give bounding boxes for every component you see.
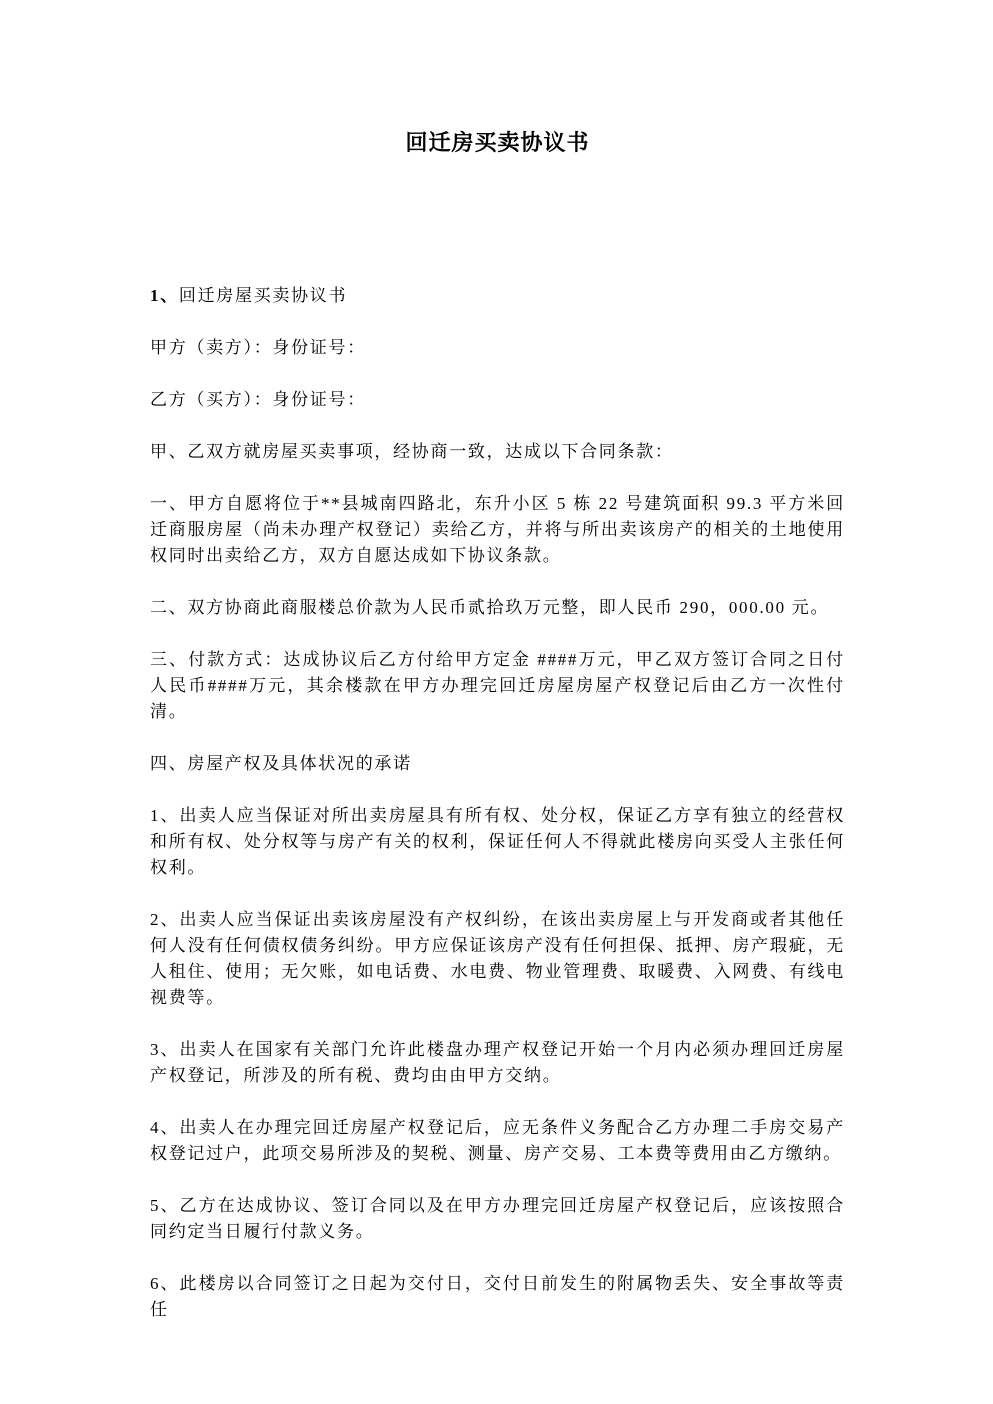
list-number: 1、	[150, 286, 179, 305]
list-heading-text: 回迁房屋买卖协议书	[178, 286, 348, 305]
clause-4-ownership-heading: 四、房屋产权及具体状况的承诺	[150, 754, 412, 773]
commitment-item-4: 4、出卖人在办理完回迁房屋产权登记后，应无条件义务配合乙方办理二手房交易产权登记过户，此项交易所涉及的契税、测量、房产交易、工本费等费用由乙方缴纳。	[150, 1118, 845, 1163]
commitment-item-6: 6、此楼房以合同签订之日起为交付日，交付日前发生的附属物丢失、安全事故等责任	[150, 1274, 845, 1319]
commitment-item-3: 3、出卖人在国家有关部门允许此楼盘办理产权登记开始一个月内必须办理回迁房屋产权登记，所涉及的所有税、费均由由甲方交纳。	[150, 1040, 845, 1085]
commitment-item-5: 5、乙方在达成协议、签订合同以及在甲方办理完回迁房屋产权登记后，应该按照合同约定当日履行付款义务。	[150, 1196, 845, 1241]
clause-1-property-description: 一、甲方自愿将位于**县城南四路北，东升小区 5 栋 22 号建筑面积 99.3 平方米回迁商服房屋（尚未办理产权登记）卖给乙方，并将与所出卖该房产的相关的土地使用权同时出卖给乙方，双方自愿达成如下协议条款。	[150, 494, 845, 565]
list-item-heading	[150, 283, 845, 309]
preamble-line: 甲、乙双方就房屋买卖事项，经协商一致，达成以下合同条款：	[150, 442, 674, 461]
commitment-item-1: 1、出卖人应当保证对所出卖房屋具有所有权、处分权，保证乙方享有独立的经营权和所有权、处分权等与房产有关的权利，保证任何人不得就此楼房向买受人主张任何权利。	[150, 806, 845, 877]
clause-3-payment-method: 三、付款方式：达成协议后乙方付给甲方定金 ####万元，甲乙双方签订合同之日付人民币####万元，其余楼款在甲方办理完回迁房屋房屋产权登记后由乙方一次性付清。	[150, 650, 845, 721]
party-a-line: 甲方（卖方）：身份证号：	[150, 338, 366, 357]
commitment-item-2: 2、出卖人应当保证出卖该房屋没有产权纠纷，在该出卖房屋上与开发商或者其他任何人没有任何债权债务纠纷。甲方应保证该房产没有任何担保、抵押、房产瑕疵，无人租住、使用；无欠账，如电话费、水电费、物业管理费、取暖费、入网费、有线电视费等。	[150, 910, 845, 1007]
party-b-line: 乙方（买方）：身份证号：	[150, 390, 366, 409]
document-title: 回迁房买卖协议书	[405, 130, 590, 155]
clause-2-price: 二、双方协商此商服楼总价款为人民币贰拾玖万元整，即人民币 290，000.00 元。	[150, 598, 830, 617]
